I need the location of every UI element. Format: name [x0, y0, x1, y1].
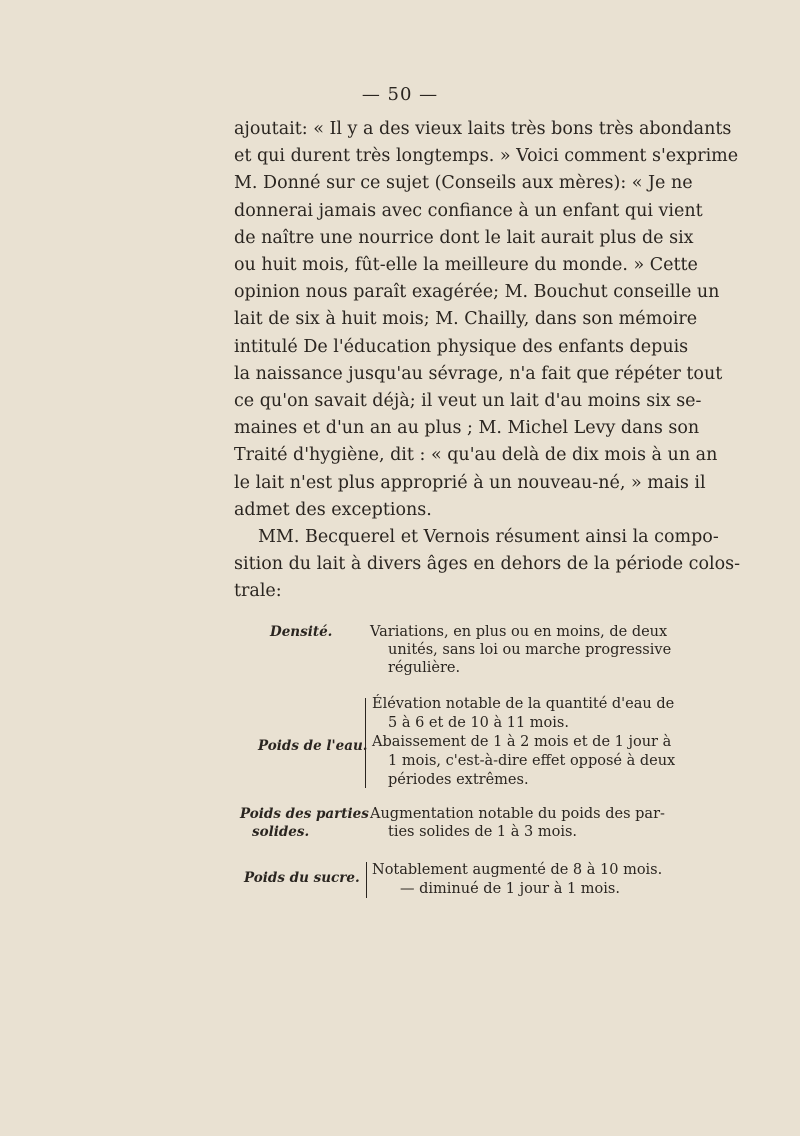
row-definition: 1 mois, c'est-à-dire effet opposé à deux [388, 753, 676, 769]
text-line: ou huit mois, fût-elle la meilleure du monde. » Cette [234, 255, 698, 276]
text-line: trale: [234, 581, 282, 602]
text-line: sition du lait à divers âges en dehors de la période colos- [234, 554, 741, 575]
row-definition: Augmentation notable du poids des par- [370, 806, 665, 822]
text-line: Traité d'hygiène, dit : « qu'au delà de dix mois à un an [234, 445, 718, 466]
row-term: solides. [252, 824, 310, 840]
row-term: Poids du sucre. [244, 870, 360, 886]
row-definition: Notablement augmenté de 8 à 10 mois. [372, 862, 663, 878]
row-term: Poids de l'eau. [258, 738, 368, 754]
row-definition: Variations, en plus ou en moins, de deux [370, 624, 668, 640]
row-definition: Élévation notable de la quantité d'eau de [372, 696, 675, 712]
paragraph-2 [234, 524, 741, 606]
brace [366, 862, 367, 898]
text-line: M. Donné sur ce sujet (Conseils aux mères): « Je ne [234, 173, 693, 194]
text-line: MM. Becquerel et Vernois résument ainsi la compo- [258, 527, 719, 548]
row-term: Densité. [270, 624, 333, 640]
text-line: la naissance jusqu'au sévrage, n'a fait que répéter tout [234, 363, 723, 384]
row-definition: ties solides de 1 à 3 mois. [388, 824, 578, 840]
paragraph-1 [234, 116, 741, 606]
text-line: admet des exceptions. [234, 499, 432, 520]
text-line: maines et d'un an au plus ; M. Michel Levy dans son [234, 418, 700, 439]
row-term: Poids des parties [240, 806, 369, 822]
text-line: et qui durent très longtemps. » Voici comment s'exprime [234, 146, 739, 167]
row-definition: unités, sans loi ou marche progressive [388, 642, 672, 658]
text-line: intitulé De l'éducation physique des enfants depuis [234, 336, 689, 357]
row-definition: Abaissement de 1 à 2 mois et de 1 jour à [372, 734, 672, 750]
text-line: le lait n'est plus approprié à un nouveau-né, » mais il [234, 472, 706, 493]
text-line: opinion nous paraît exagérée; M. Bouchut conseille un [234, 282, 720, 303]
row-definition: 5 à 6 et de 10 à 11 mois. [388, 715, 569, 731]
row-definition: périodes extrêmes. [388, 772, 529, 788]
text-line: ajoutait: « Il y a des vieux laits très bons très abondants [234, 119, 732, 139]
row-definition: régulière. [388, 660, 461, 676]
text-line: donnerai jamais avec confiance à un enfant qui vient [234, 200, 703, 221]
text-line: lait de six à huit mois; M. Chailly, dans son mémoire [234, 309, 698, 330]
text-line: ce qu'on savait déjà; il veut un lait d'au moins six se- [234, 391, 702, 412]
text-line: de naître une nourrice dont le lait aurait plus de six [234, 227, 694, 248]
row-definition: — diminué de 1 jour à 1 mois. [400, 881, 620, 897]
page-number: — 50 — [361, 84, 439, 105]
